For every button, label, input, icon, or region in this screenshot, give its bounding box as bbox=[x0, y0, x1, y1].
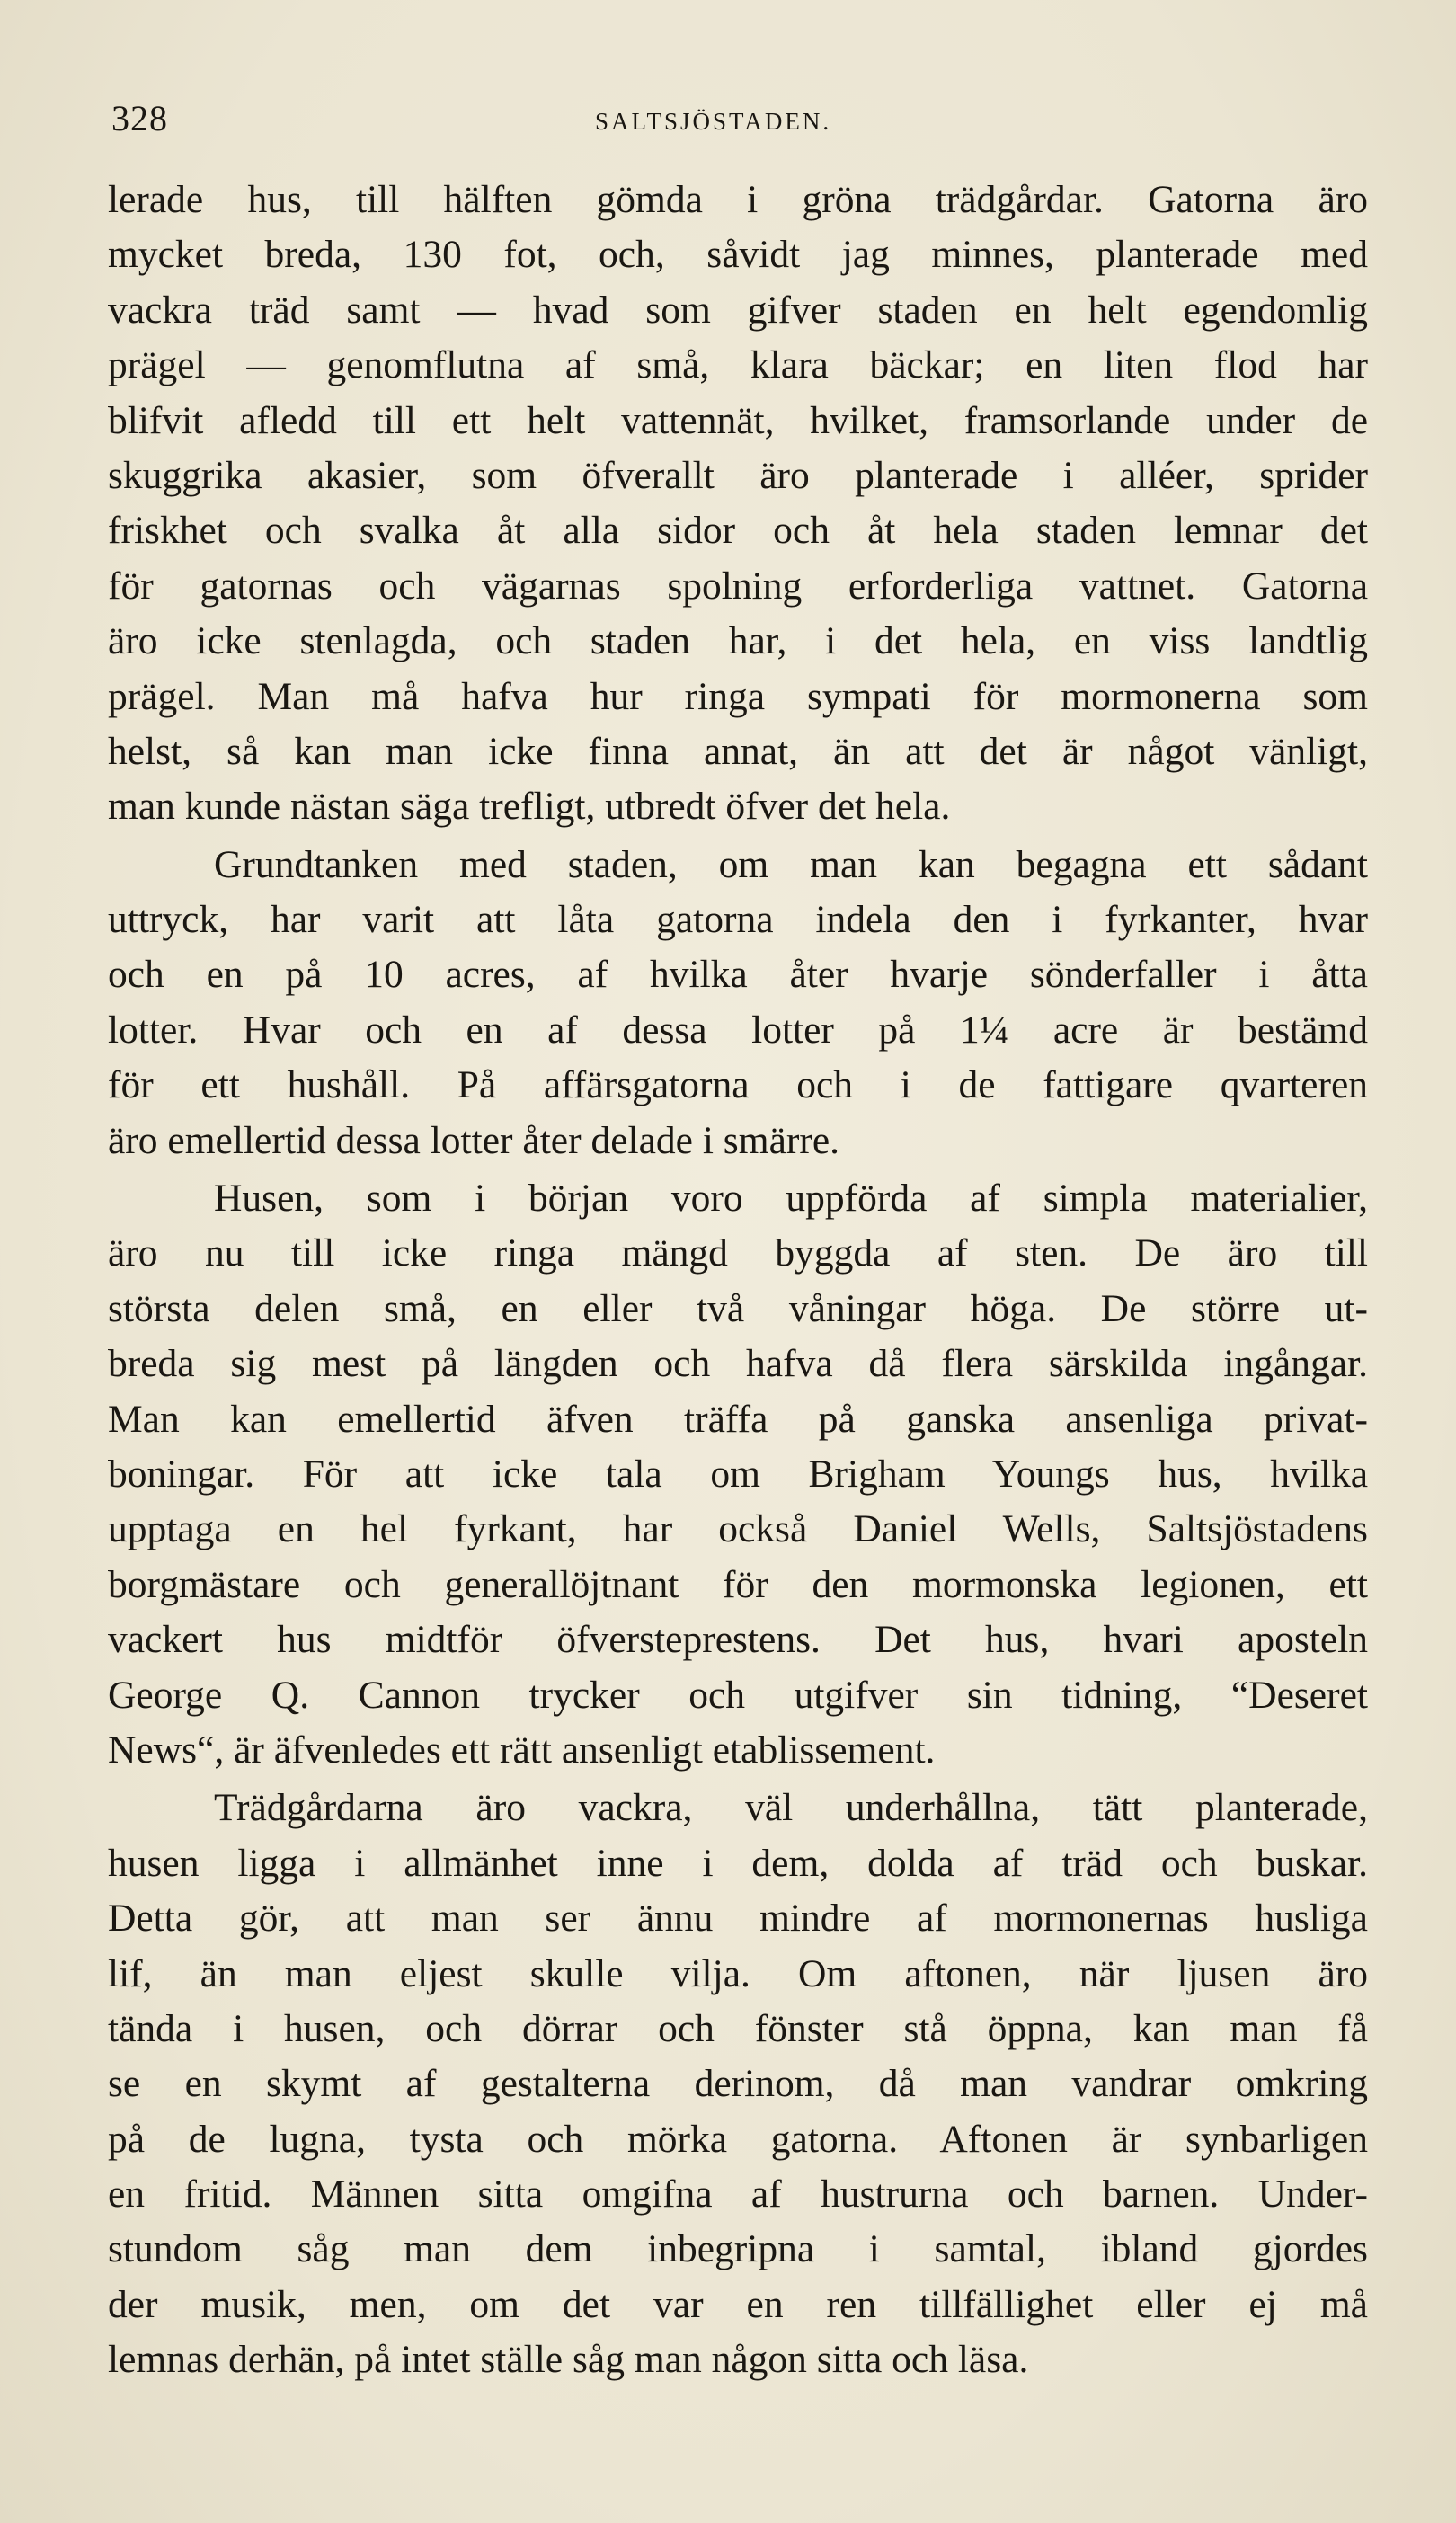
text-line: Man kan emellertid äfven träffa på ganska ansenliga privat- bbox=[108, 1397, 1368, 1441]
text-line: Trädgårdarna äro vackra, väl underhållna, tätt planterade, bbox=[214, 1786, 1368, 1830]
running-title: SALTSJÖSTADEN. bbox=[595, 108, 832, 135]
text-line: och en på 10 acres, af hvilka åter hvarje sönderfaller i åtta bbox=[108, 953, 1368, 997]
text-line: lotter. Hvar och en af dessa lotter på 1¼ acre är bestämd bbox=[108, 1008, 1368, 1052]
text-line: för gatornas och vägarnas spolning erforderliga vattnet. Gatorna bbox=[108, 564, 1368, 608]
text-line: stundom såg man dem inbegripna i samtal, ibland gjordes bbox=[108, 2227, 1368, 2271]
page-number: 328 bbox=[111, 98, 168, 138]
text-line: boningar. För att icke tala om Brigham Youngs hus, hvilka bbox=[108, 1452, 1368, 1496]
text-line: lerade hus, till hälften gömda i gröna trädgårdar. Gatorna äro bbox=[108, 178, 1368, 221]
running-header bbox=[111, 97, 1370, 151]
text-line: skuggrika akasier, som öfverallt äro planterade i alléer, sprider bbox=[108, 453, 1368, 497]
paragraph bbox=[108, 173, 1368, 835]
text-line: lemnas derhän, på intet ställe såg man någon sitta och läsa. bbox=[108, 2338, 1029, 2382]
text-line: äro icke stenlagda, och staden har, i det hela, en viss landtlig bbox=[108, 619, 1368, 663]
text-line: Detta gör, att man ser ännu mindre af mormonernas husliga bbox=[108, 1897, 1368, 1941]
text-line: der musik, men, om det var en ren tillfällighet eller ej må bbox=[108, 2282, 1368, 2326]
text-line: News“, är äfvenledes ett rätt ansenligt etablissement. bbox=[108, 1728, 936, 1772]
text-line: lif, än man eljest skulle vilja. Om aftonen, när ljusen äro bbox=[108, 1951, 1368, 1995]
paragraph bbox=[108, 1171, 1368, 1778]
text-line: en fritid. Männen sitta omgifna af hustrurna och barnen. Under- bbox=[108, 2172, 1368, 2217]
text-line: helst, så kan man icke finna annat, än att det är något vänligt, bbox=[108, 729, 1368, 773]
paragraph bbox=[108, 838, 1368, 1168]
text-line: mycket breda, 130 fot, och, såvidt jag minnes, planterade med bbox=[108, 233, 1368, 277]
body-text bbox=[108, 173, 1368, 2388]
text-line: George Q. Cannon trycker och utgifver sin tidning, “Deseret bbox=[108, 1673, 1368, 1717]
text-line: friskhet och svalka åt alla sidor och åt hela staden lemnar det bbox=[108, 509, 1368, 553]
text-line: för ett hushåll. På affärsgatorna och i de fattigare qvarteren bbox=[108, 1063, 1368, 1107]
text-line: upptaga en hel fyrkant, har också Daniel Wells, Saltsjöstadens bbox=[108, 1507, 1368, 1551]
text-line: Husen, som i början voro uppförda af simpla materialier, bbox=[214, 1177, 1368, 1221]
text-line: blifvit afledd till ett helt vattennät, hvilket, framsorlande under de bbox=[108, 398, 1368, 442]
text-line: breda sig mest på längden och hafva då flera särskilda ingångar. bbox=[108, 1342, 1368, 1386]
text-line: prägel. Man må hafva hur ringa sympati för mormonerna som bbox=[108, 674, 1368, 718]
text-line: på de lugna, tysta och mörka gatorna. Aftonen är synbarligen bbox=[108, 2117, 1368, 2161]
text-line: prägel — genomflutna af små, klara bäckar; en liten flod har bbox=[108, 343, 1368, 387]
text-line: man kunde nästan säga trefligt, utbredt öfver det hela. bbox=[108, 785, 951, 829]
text-line: borgmästare och generallöjtnant för den mormonska legionen, ett bbox=[108, 1562, 1368, 1606]
text-line: se en skymt af gestalterna derinom, då man vandrar omkring bbox=[108, 2062, 1368, 2106]
text-line: Grundtanken med staden, om man kan begagna ett sådant bbox=[214, 842, 1368, 886]
text-line: tända i husen, och dörrar och fönster stå öppna, kan man få bbox=[108, 2006, 1368, 2050]
text-line: äro nu till icke ringa mängd byggda af sten. De äro till bbox=[108, 1231, 1368, 1275]
paragraph bbox=[108, 1781, 1368, 2387]
text-line: största delen små, en eller två våningar höga. De större ut- bbox=[108, 1286, 1368, 1330]
text-line: äro emellertid dessa lotter åter delade i smärre. bbox=[108, 1118, 840, 1162]
text-line: uttryck, har varit att låta gatorna indela den i fyrkanter, hvar bbox=[108, 898, 1368, 942]
text-line: husen ligga i allmänhet inne i dem, dolda af träd och buskar. bbox=[108, 1841, 1368, 1885]
text-line: vackra träd samt — hvad som gifver staden en helt egendomlig bbox=[108, 288, 1368, 332]
text-line: vackert hus midtför öfversteprestens. Det hus, hvari aposteln bbox=[108, 1618, 1368, 1662]
